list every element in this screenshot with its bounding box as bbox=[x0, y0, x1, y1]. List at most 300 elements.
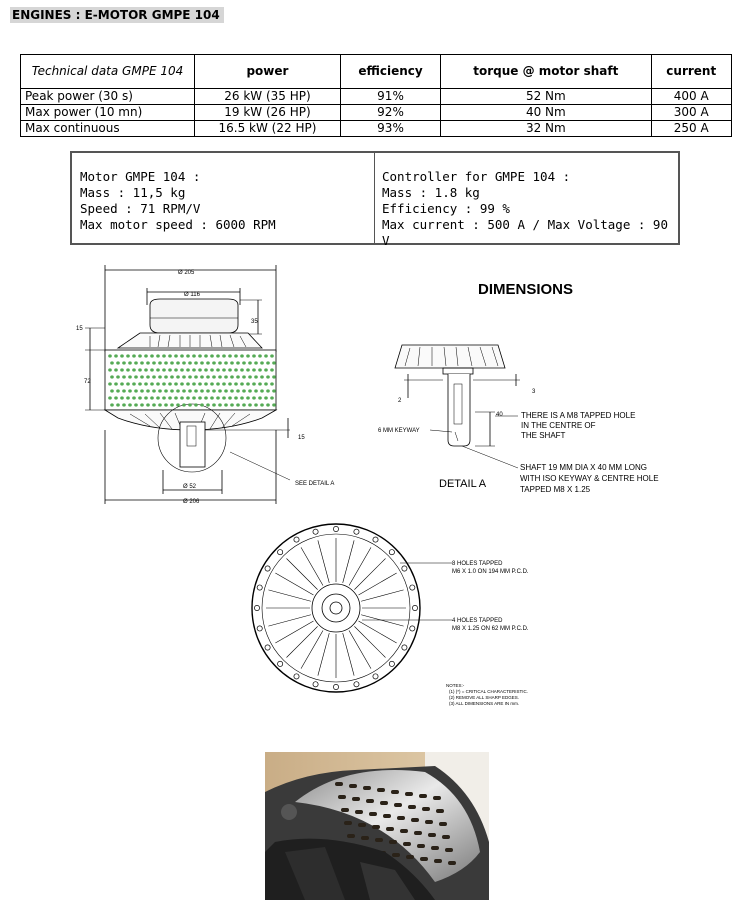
perforation-hole bbox=[236, 375, 240, 378]
perforation-hole bbox=[164, 361, 168, 364]
perforation-hole bbox=[182, 403, 186, 406]
detail-2-label: 2 bbox=[398, 398, 402, 404]
perforation-hole bbox=[212, 375, 216, 378]
table-cell: 16.5 kW (22 HP) bbox=[195, 121, 341, 137]
photo-perforation bbox=[352, 797, 360, 801]
perforation-hole bbox=[110, 375, 114, 378]
bolt-hole bbox=[410, 585, 415, 590]
perforation-hole bbox=[170, 389, 174, 392]
perforation-hole bbox=[254, 375, 258, 378]
perforation-hole bbox=[206, 375, 210, 378]
perforation-hole bbox=[188, 389, 192, 392]
perforation-hole bbox=[210, 396, 214, 399]
perforation-hole bbox=[192, 354, 196, 357]
perforation-hole bbox=[264, 354, 268, 357]
perforation-hole bbox=[120, 368, 124, 371]
perforation-hole bbox=[150, 354, 154, 357]
perforation-hole bbox=[170, 403, 174, 406]
perforation-hole bbox=[108, 382, 112, 385]
photo-perforation bbox=[335, 782, 343, 786]
photo-perforation bbox=[445, 848, 453, 852]
perforation-hole bbox=[132, 396, 136, 399]
photo-perforation bbox=[405, 792, 413, 796]
perforation-hole bbox=[270, 354, 274, 357]
perforation-hole bbox=[188, 375, 192, 378]
bolt-hole bbox=[354, 682, 359, 687]
perforation-hole bbox=[252, 368, 256, 371]
spoke-line bbox=[268, 590, 311, 601]
perforation-hole bbox=[170, 361, 174, 364]
perforation-hole bbox=[164, 375, 168, 378]
perforation-hole bbox=[180, 368, 184, 371]
note-2: (2) REMOVE ALL SHARP EDGES. bbox=[449, 695, 520, 700]
spoke-line bbox=[359, 573, 397, 595]
bolt-hole bbox=[402, 566, 407, 571]
perforation-hole bbox=[200, 375, 204, 378]
perforation-hole bbox=[200, 403, 204, 406]
perforation-hole bbox=[272, 403, 276, 406]
perforation-hole bbox=[186, 368, 190, 371]
motor-photo-image bbox=[265, 752, 489, 900]
photo-perforation bbox=[383, 814, 391, 818]
motor-spec-mass: Mass : 11,5 kg bbox=[80, 185, 186, 200]
shaft-note-2: WITH ISO KEYWAY & CENTRE HOLE bbox=[520, 474, 659, 483]
bolt-hole bbox=[313, 529, 318, 534]
perforation-hole bbox=[114, 396, 118, 399]
perforation-hole bbox=[194, 375, 198, 378]
perforation-hole bbox=[252, 354, 256, 357]
shaft-note-1: SHAFT 19 MM DIA X 40 MM LONG bbox=[520, 463, 647, 472]
perforation-hole bbox=[216, 396, 220, 399]
table-header: current bbox=[651, 55, 731, 89]
perforation-hole bbox=[162, 354, 166, 357]
dim-206-label: Ø 206 bbox=[183, 499, 200, 505]
note-1: (1) (*) = CRITICAL CHARACTERISTIC. bbox=[449, 689, 528, 694]
perforation-hole bbox=[140, 361, 144, 364]
perforation-hole bbox=[254, 403, 258, 406]
table-cell: 52 Nm bbox=[441, 89, 651, 105]
perforation-hole bbox=[230, 361, 234, 364]
perforation-hole bbox=[128, 403, 132, 406]
photo-perforation bbox=[380, 801, 388, 805]
photo-perforation bbox=[386, 827, 394, 831]
perforation-hole bbox=[168, 368, 172, 371]
perforation-hole bbox=[156, 396, 160, 399]
perforation-hole bbox=[260, 375, 264, 378]
perforation-hole bbox=[126, 382, 130, 385]
perforation-hole bbox=[180, 382, 184, 385]
perforation-hole bbox=[206, 389, 210, 392]
bolt-hole bbox=[254, 605, 259, 610]
photo-perforation bbox=[403, 842, 411, 846]
perforation-hole bbox=[234, 354, 238, 357]
perforation-hole bbox=[200, 361, 204, 364]
perforation-hole bbox=[258, 354, 262, 357]
perforation-hole bbox=[218, 361, 222, 364]
perforation-hole bbox=[146, 361, 150, 364]
perforation-hole bbox=[162, 396, 166, 399]
perforation-hole bbox=[224, 389, 228, 392]
perforation-hole bbox=[194, 389, 198, 392]
perforation-hole bbox=[224, 403, 228, 406]
perforation-hole bbox=[270, 396, 274, 399]
perforation-hole bbox=[150, 382, 154, 385]
perforation-hole bbox=[146, 375, 150, 378]
perforation-hole bbox=[188, 361, 192, 364]
perforation-hole bbox=[132, 368, 136, 371]
spoke-line bbox=[343, 633, 354, 676]
perforation-hole bbox=[204, 368, 208, 371]
perforation-hole bbox=[204, 396, 208, 399]
bolt-hole bbox=[333, 526, 338, 531]
tapped-hole-note-1: THERE IS A M8 TAPPED HOLE bbox=[521, 411, 636, 420]
perforation-hole bbox=[246, 354, 250, 357]
spoke-line bbox=[349, 547, 371, 585]
perforation-hole bbox=[128, 375, 132, 378]
perforation-hole bbox=[182, 361, 186, 364]
controller-spec-mass: Mass : 1.8 kg bbox=[382, 185, 480, 200]
perforation-hole bbox=[176, 403, 180, 406]
perforation-hole bbox=[150, 368, 154, 371]
table-cell: 32 Nm bbox=[441, 121, 651, 137]
perforation-hole bbox=[210, 368, 214, 371]
bolt-hole bbox=[257, 585, 262, 590]
controller-spec-title: Controller for GMPE 104 : bbox=[382, 169, 571, 184]
table-cell: 93% bbox=[340, 121, 440, 137]
bolt-hole bbox=[389, 661, 394, 666]
perforation-hole bbox=[246, 396, 250, 399]
perforation-hole bbox=[242, 375, 246, 378]
perforation-hole bbox=[156, 368, 160, 371]
perforation-hole bbox=[224, 361, 228, 364]
perforation-hole bbox=[114, 382, 118, 385]
perforation-hole bbox=[164, 403, 168, 406]
perforation-hole bbox=[272, 375, 276, 378]
perforation-hole bbox=[110, 361, 114, 364]
perforation-hole bbox=[126, 368, 130, 371]
photo-perforation bbox=[369, 812, 377, 816]
perforation-hole bbox=[240, 382, 244, 385]
perforation-hole bbox=[204, 382, 208, 385]
photo-perforation bbox=[422, 807, 430, 811]
photo-perforation bbox=[419, 794, 427, 798]
perforation-hole bbox=[212, 361, 216, 364]
perforation-hole bbox=[132, 382, 136, 385]
holes-8-note-2: M6 X 1.0 ON 194 MM P.C.D. bbox=[452, 569, 529, 575]
perforation-hole bbox=[240, 368, 244, 371]
photo-perforation bbox=[355, 810, 363, 814]
perforation-hole bbox=[138, 354, 142, 357]
perforation-hole bbox=[134, 375, 138, 378]
photo-perforation bbox=[366, 799, 374, 803]
perforation-hole bbox=[116, 403, 120, 406]
holes-4-note-2: M8 X 1.25 ON 62 MM P.C.D. bbox=[452, 626, 529, 632]
photo-perforation bbox=[392, 853, 400, 857]
photo-perforation bbox=[428, 833, 436, 837]
perforation-hole bbox=[168, 382, 172, 385]
photo-perforation bbox=[408, 805, 416, 809]
photo-perforation bbox=[344, 821, 352, 825]
perforation-hole bbox=[248, 375, 252, 378]
perforation-hole bbox=[258, 396, 262, 399]
perforation-hole bbox=[120, 382, 124, 385]
dim-205-label: Ø 205 bbox=[178, 270, 195, 276]
perforation-hole bbox=[114, 354, 118, 357]
table-header: efficiency bbox=[340, 55, 440, 89]
perforation-hole bbox=[254, 389, 258, 392]
shaft-note-3: TAPPED M8 X 1.25 bbox=[520, 485, 591, 494]
tapped-hole-note-3: THE SHAFT bbox=[521, 431, 566, 440]
spoke-line bbox=[361, 615, 404, 626]
bolt-hole bbox=[373, 537, 378, 542]
perforation-hole bbox=[144, 396, 148, 399]
perforation-hole bbox=[140, 389, 144, 392]
photo-perforation bbox=[442, 835, 450, 839]
perforation-hole bbox=[224, 375, 228, 378]
dim-116-label: Ø 116 bbox=[184, 292, 200, 298]
photo-perforation bbox=[414, 831, 422, 835]
perforation-hole bbox=[158, 375, 162, 378]
perforation-hole bbox=[260, 361, 264, 364]
spoke-line bbox=[275, 573, 313, 595]
perforation-hole bbox=[114, 368, 118, 371]
perforation-hole bbox=[168, 354, 172, 357]
perforation-hole bbox=[210, 382, 214, 385]
perforation-hole bbox=[230, 375, 234, 378]
perforation-hole bbox=[108, 354, 112, 357]
perforation-hole bbox=[258, 368, 262, 371]
table-cell: 26 kW (35 HP) bbox=[195, 89, 341, 105]
perforation-hole bbox=[138, 368, 142, 371]
perforation-hole bbox=[236, 361, 240, 364]
photo-perforation bbox=[433, 796, 441, 800]
perforation-hole bbox=[110, 403, 114, 406]
spoke-line bbox=[287, 559, 318, 590]
perforation-hole bbox=[138, 396, 142, 399]
bolt-hole bbox=[257, 626, 262, 631]
perforation-hole bbox=[194, 403, 198, 406]
spoke-line bbox=[301, 547, 323, 585]
detail-view bbox=[395, 345, 520, 468]
perforation-hole bbox=[144, 368, 148, 371]
bolt-hole bbox=[412, 605, 417, 610]
photo-perforation bbox=[361, 836, 369, 840]
photo-perforation bbox=[363, 786, 371, 790]
perforation-hole bbox=[116, 375, 120, 378]
perforation-hole bbox=[230, 389, 234, 392]
perforation-hole bbox=[116, 361, 120, 364]
spoke-line bbox=[354, 626, 385, 657]
holes-8-note-1: 8 HOLES TAPPED bbox=[452, 561, 503, 567]
perforation-hole bbox=[182, 389, 186, 392]
perforation-hole bbox=[192, 382, 196, 385]
perforation-hole bbox=[192, 396, 196, 399]
perforation-hole bbox=[236, 389, 240, 392]
perforation-hole bbox=[242, 403, 246, 406]
bolt-hole bbox=[294, 674, 299, 679]
detail-40-label: 40 bbox=[496, 412, 503, 418]
dim-15-bottom-label: 15 bbox=[298, 435, 305, 441]
spoke-line bbox=[318, 540, 329, 583]
keyway-label: 6 MM KEYWAY bbox=[378, 428, 420, 434]
spoke-line bbox=[287, 626, 318, 657]
perforation-hole bbox=[164, 389, 168, 392]
perforation-hole bbox=[248, 361, 252, 364]
photo-perforation bbox=[341, 808, 349, 812]
perforation-hole bbox=[132, 354, 136, 357]
table-cell: 91% bbox=[340, 89, 440, 105]
dimensions-title: DIMENSIONS bbox=[478, 281, 574, 298]
perforation-hole bbox=[152, 403, 156, 406]
perforation-hole bbox=[264, 368, 268, 371]
perforation-hole bbox=[144, 354, 148, 357]
perforation-hole bbox=[140, 375, 144, 378]
perforation-hole bbox=[156, 354, 160, 357]
motor-spec-title: Motor GMPE 104 : bbox=[80, 169, 201, 184]
perforation-hole bbox=[198, 382, 202, 385]
perforation-hole bbox=[176, 375, 180, 378]
perforation-hole bbox=[120, 396, 124, 399]
photo-perforation bbox=[425, 820, 433, 824]
motor-spec-max-speed: Max motor speed : 6000 RPM bbox=[80, 217, 276, 232]
tapped-hole-note-2: IN THE CENTRE OF bbox=[521, 421, 596, 430]
perforation-hole bbox=[204, 354, 208, 357]
perforation-hole bbox=[234, 368, 238, 371]
perforation-hole bbox=[230, 403, 234, 406]
perforation-hole bbox=[228, 382, 232, 385]
photo-perforation bbox=[397, 816, 405, 820]
table-header: torque @ motor shaft bbox=[441, 55, 651, 89]
photo-perforation bbox=[434, 859, 442, 863]
perforation-hole bbox=[198, 368, 202, 371]
detail-3-label: 3 bbox=[532, 389, 536, 395]
perforation-hole bbox=[254, 361, 258, 364]
photo-perforation bbox=[391, 790, 399, 794]
bolt-hole bbox=[265, 566, 270, 571]
bolt-hole bbox=[278, 661, 283, 666]
photo-perforation bbox=[377, 788, 385, 792]
perforation-hole bbox=[206, 403, 210, 406]
page-title: ENGINES : E-MOTOR GMPE 104 bbox=[10, 7, 224, 23]
photo-perforation bbox=[349, 784, 357, 788]
perforation-hole bbox=[242, 361, 246, 364]
perforation-hole bbox=[272, 361, 276, 364]
photo-perforation bbox=[411, 818, 419, 822]
perforation-hole bbox=[186, 382, 190, 385]
dim-52-label: Ø 52 bbox=[183, 484, 197, 490]
perforation-hole bbox=[228, 396, 232, 399]
perforation-hole bbox=[240, 354, 244, 357]
photo-perforation bbox=[394, 803, 402, 807]
perforation-hole bbox=[140, 403, 144, 406]
bolt-hole bbox=[410, 626, 415, 631]
perforation-hole bbox=[176, 389, 180, 392]
perforation-hole bbox=[152, 375, 156, 378]
perforation-hole bbox=[128, 361, 132, 364]
controller-spec-efficiency: Efficiency : 99 % bbox=[382, 201, 510, 216]
perforation-hole bbox=[162, 382, 166, 385]
perforation-hole bbox=[192, 368, 196, 371]
perforation-hole bbox=[248, 403, 252, 406]
photo-perforation bbox=[375, 838, 383, 842]
photo-perforation bbox=[372, 825, 380, 829]
bolt-hole bbox=[389, 550, 394, 555]
note-3: (3) ALL DIMENSIONS ARE IN mm. bbox=[449, 701, 520, 706]
perforation-hole bbox=[128, 389, 132, 392]
perforation-hole bbox=[108, 396, 112, 399]
table-cell: Peak power (30 s) bbox=[21, 89, 195, 105]
perforation-hole bbox=[228, 354, 232, 357]
perforation-hole bbox=[158, 403, 162, 406]
table-cell: Max power (10 mn) bbox=[21, 105, 195, 121]
spoke-line bbox=[268, 615, 311, 626]
perforation-hole bbox=[252, 382, 256, 385]
perforation-hole bbox=[212, 389, 216, 392]
perforation-hole bbox=[122, 403, 126, 406]
table-cell: 400 A bbox=[651, 89, 731, 105]
table-header: power bbox=[195, 55, 341, 89]
perforation-hole bbox=[144, 382, 148, 385]
table-cell: 19 kW (26 HP) bbox=[195, 105, 341, 121]
perforation-hole bbox=[146, 403, 150, 406]
perforation-hole bbox=[180, 354, 184, 357]
perforation-hole bbox=[146, 389, 150, 392]
perforation-hole bbox=[248, 389, 252, 392]
perforation-hole bbox=[222, 354, 226, 357]
perforation-hole bbox=[264, 396, 268, 399]
perforation-hole bbox=[188, 403, 192, 406]
perforation-hole bbox=[222, 368, 226, 371]
photo-perforation bbox=[358, 823, 366, 827]
table-cell: 300 A bbox=[651, 105, 731, 121]
perforation-hole bbox=[156, 382, 160, 385]
dim-72-label: 72 bbox=[84, 379, 91, 385]
perforation-hole bbox=[168, 396, 172, 399]
perforation-hole bbox=[258, 382, 262, 385]
perforation-hole bbox=[218, 389, 222, 392]
spoke-line bbox=[354, 559, 385, 590]
perforation-hole bbox=[134, 389, 138, 392]
photo-perforation bbox=[436, 809, 444, 813]
spoke-line bbox=[359, 621, 397, 643]
perforation-hole bbox=[134, 361, 138, 364]
perforation-hole bbox=[234, 396, 238, 399]
controller-spec-max-current: Max current : 500 A / Max Voltage : 90 V bbox=[382, 217, 668, 248]
perforation-hole bbox=[186, 396, 190, 399]
spoke-line bbox=[361, 590, 404, 601]
photo-perforation bbox=[389, 840, 397, 844]
perforation-hole bbox=[150, 396, 154, 399]
dim-35-label: 35 bbox=[251, 319, 258, 325]
perforation-hole bbox=[174, 382, 178, 385]
perforation-hole bbox=[266, 361, 270, 364]
table-cell: Max continuous bbox=[21, 121, 195, 137]
perforation-hole bbox=[200, 389, 204, 392]
bolt-hole bbox=[402, 645, 407, 650]
perforation-hole bbox=[138, 382, 142, 385]
perforation-hole bbox=[242, 389, 246, 392]
bolt-hole bbox=[313, 682, 318, 687]
dim-15-top-label: 15 bbox=[76, 326, 83, 332]
bolt-hole bbox=[294, 537, 299, 542]
perforation-hole bbox=[170, 375, 174, 378]
photo-perforation bbox=[420, 857, 428, 861]
perforation-hole bbox=[236, 403, 240, 406]
bolt-hole bbox=[278, 550, 283, 555]
perforation-hole bbox=[218, 403, 222, 406]
perforation-hole bbox=[218, 375, 222, 378]
see-detail-label: SEE DETAIL A bbox=[295, 481, 335, 487]
